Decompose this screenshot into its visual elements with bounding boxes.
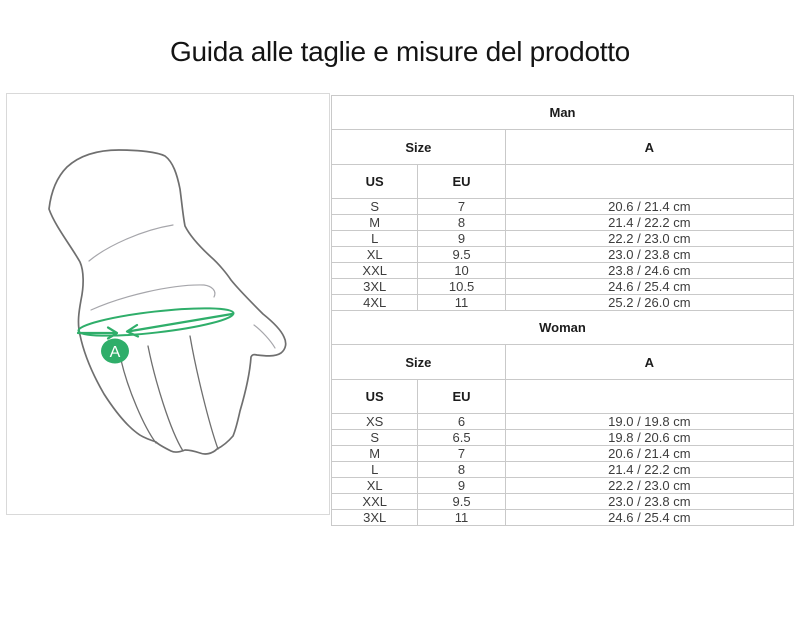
cell-us: S	[332, 199, 418, 215]
size-row	[332, 295, 794, 311]
cell-eu: 10	[418, 263, 505, 279]
size-row	[332, 247, 794, 263]
cell-us: XS	[332, 414, 418, 430]
man-size-table	[331, 95, 794, 311]
cell-eu: 9	[418, 231, 505, 247]
size-row	[332, 430, 794, 446]
cell-a: 19.8 / 20.6 cm	[505, 430, 793, 446]
size-row	[332, 510, 794, 526]
woman-size-table	[331, 310, 794, 526]
cell-eu: 6.5	[418, 430, 505, 446]
cell-a: 22.2 / 23.0 cm	[505, 478, 793, 494]
cell-a: 21.4 / 22.2 cm	[505, 215, 793, 231]
size-row	[332, 494, 794, 510]
size-row	[332, 478, 794, 494]
cell-a: 24.6 / 25.4 cm	[505, 510, 793, 526]
cell-us: L	[332, 462, 418, 478]
cell-a: 20.6 / 21.4 cm	[505, 199, 793, 215]
size-header: Size	[332, 130, 506, 165]
cell-us: 3XL	[332, 279, 418, 295]
eu-column-header: EU	[418, 380, 505, 414]
cell-us: XL	[332, 247, 418, 263]
cell-eu: 9.5	[418, 247, 505, 263]
size-row	[332, 462, 794, 478]
cell-a: 24.6 / 25.4 cm	[505, 279, 793, 295]
cell-eu: 7	[418, 199, 505, 215]
cell-a: 25.2 / 26.0 cm	[505, 295, 793, 311]
glove-measurement-illustration	[7, 94, 329, 514]
cell-eu: 8	[418, 462, 505, 478]
cell-eu: 9.5	[418, 494, 505, 510]
cell-eu: 6	[418, 414, 505, 430]
size-row	[332, 279, 794, 295]
cell-eu: 8	[418, 215, 505, 231]
cell-us: M	[332, 446, 418, 462]
cell-a: 22.2 / 23.0 cm	[505, 231, 793, 247]
cell-eu: 11	[418, 510, 505, 526]
us-column-header: US	[332, 380, 418, 414]
measure-a-header: A	[505, 345, 793, 380]
man-table-title: Man	[332, 96, 794, 130]
cell-a: 21.4 / 22.2 cm	[505, 462, 793, 478]
woman-table-title: Woman	[332, 311, 794, 345]
cell-eu: 10.5	[418, 279, 505, 295]
cell-us: M	[332, 215, 418, 231]
cell-us: XXL	[332, 494, 418, 510]
cell-us: 4XL	[332, 295, 418, 311]
glove-outline-icon	[49, 150, 286, 454]
cell-eu: 9	[418, 478, 505, 494]
size-row	[332, 446, 794, 462]
measurement-marker-label: A	[109, 344, 121, 361]
glove-illustration-panel	[6, 93, 330, 515]
empty-header-cell	[505, 380, 793, 414]
cell-a: 19.0 / 19.8 cm	[505, 414, 793, 430]
cell-us: XXL	[332, 263, 418, 279]
cell-us: S	[332, 430, 418, 446]
cell-us: XL	[332, 478, 418, 494]
cell-a: 20.6 / 21.4 cm	[505, 446, 793, 462]
empty-header-cell	[505, 165, 793, 199]
size-row	[332, 231, 794, 247]
cell-eu: 11	[418, 295, 505, 311]
measure-a-header: A	[505, 130, 793, 165]
size-row	[332, 199, 794, 215]
size-row	[332, 215, 794, 231]
us-column-header: US	[332, 165, 418, 199]
page-title: Guida alle taglie e misure del prodotto	[170, 36, 630, 67]
size-row	[332, 414, 794, 430]
size-header: Size	[332, 345, 506, 380]
size-tables	[331, 95, 794, 526]
size-row	[332, 263, 794, 279]
cell-eu: 7	[418, 446, 505, 462]
cell-us: 3XL	[332, 510, 418, 526]
cell-a: 23.0 / 23.8 cm	[505, 247, 793, 263]
size-guide-content	[6, 93, 794, 526]
cell-us: L	[332, 231, 418, 247]
cell-a: 23.0 / 23.8 cm	[505, 494, 793, 510]
cell-a: 23.8 / 24.6 cm	[505, 263, 793, 279]
eu-column-header: EU	[418, 165, 505, 199]
